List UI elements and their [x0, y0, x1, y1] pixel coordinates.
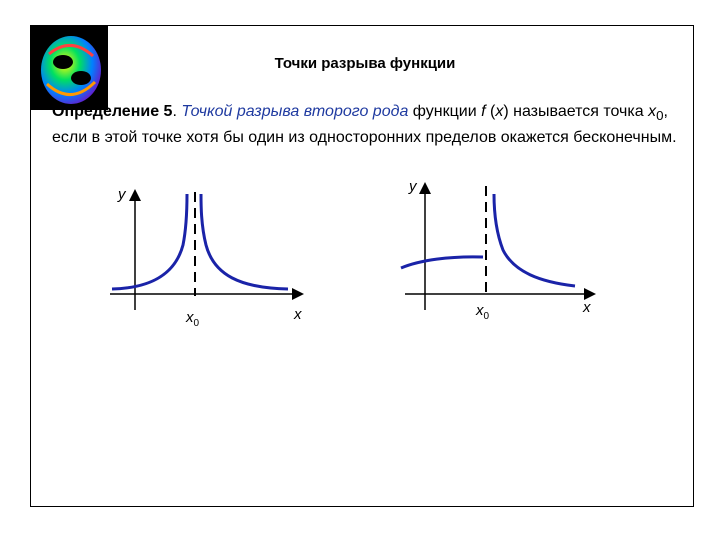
right-curve-branch-2	[494, 194, 575, 286]
definition-label: Определение 5	[52, 103, 173, 120]
left-graph	[110, 192, 298, 310]
left-curve-branch-1	[112, 194, 187, 289]
left-y-label: y	[118, 186, 126, 203]
slide-title: Точки разрыва функции	[274, 55, 456, 72]
right-curve-branch-1	[401, 257, 483, 268]
right-graph	[401, 186, 590, 310]
right-y-label: y	[409, 178, 417, 195]
left-curve-branch-2	[201, 194, 288, 289]
right-x0-label: $x_0$	[476, 302, 490, 322]
definition-text: Определение 5. Точкой разрыва второго рода функции f (x) называется точка $x_0$, если в этой точке хотя бы один из односторонних пределов окажется бесконечным.	[52, 103, 677, 147]
left-x-label: x	[294, 306, 302, 323]
right-x-label: x	[583, 299, 591, 316]
left-x0-label: $x_0$	[186, 309, 200, 329]
definition-term: Точкой разрыва второго рода	[181, 103, 409, 120]
